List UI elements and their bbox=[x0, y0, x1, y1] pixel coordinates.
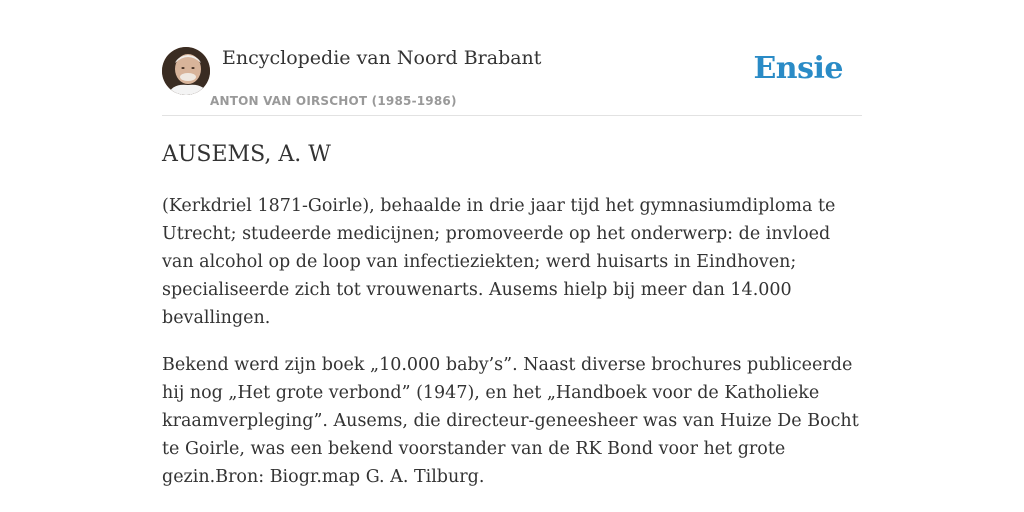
author-name[interactable]: ANTON VAN OIRSCHOT (1985-1986) bbox=[210, 94, 457, 108]
source-name[interactable]: Encyclopedie van Noord Brabant bbox=[222, 47, 542, 69]
article-paragraph-2: Bekend werd zijn boek „10.000 baby’s”. Naast diverse brochures publiceerde hij nog „Het grote verbond” (1947), en het „Handboek voor de Katholieke kraamverpleging”. Ausems, die directeur-geneesheer was van Huize De Bocht te Goirle, was een bekend voorstander van de RK Bond voor het grote gezin.Bron: Biogr.map G. A. Tilburg. bbox=[162, 355, 859, 487]
article-title: AUSEMS, A. W bbox=[162, 142, 331, 167]
article-paragraph-1: (Kerkdriel 1871-Goirle), behaalde in drie jaar tijd het gymnasiumdiploma te Utrecht; studeerde medicijnen; promoveerde op het onderwerp: de invloed van alcohol op de loop van infectieziekten; werd huisarts in Eindhoven; specialiseerde zich tot vrouwenarts. Ausems hielp bij meer dan 14.000 bevallingen. bbox=[162, 196, 836, 328]
avatar-portrait-icon bbox=[162, 47, 210, 95]
ensie-logo[interactable]: Ensie bbox=[753, 51, 843, 86]
article-page bbox=[162, 0, 862, 512]
author-avatar[interactable] bbox=[162, 47, 210, 95]
article-header bbox=[162, 0, 862, 116]
